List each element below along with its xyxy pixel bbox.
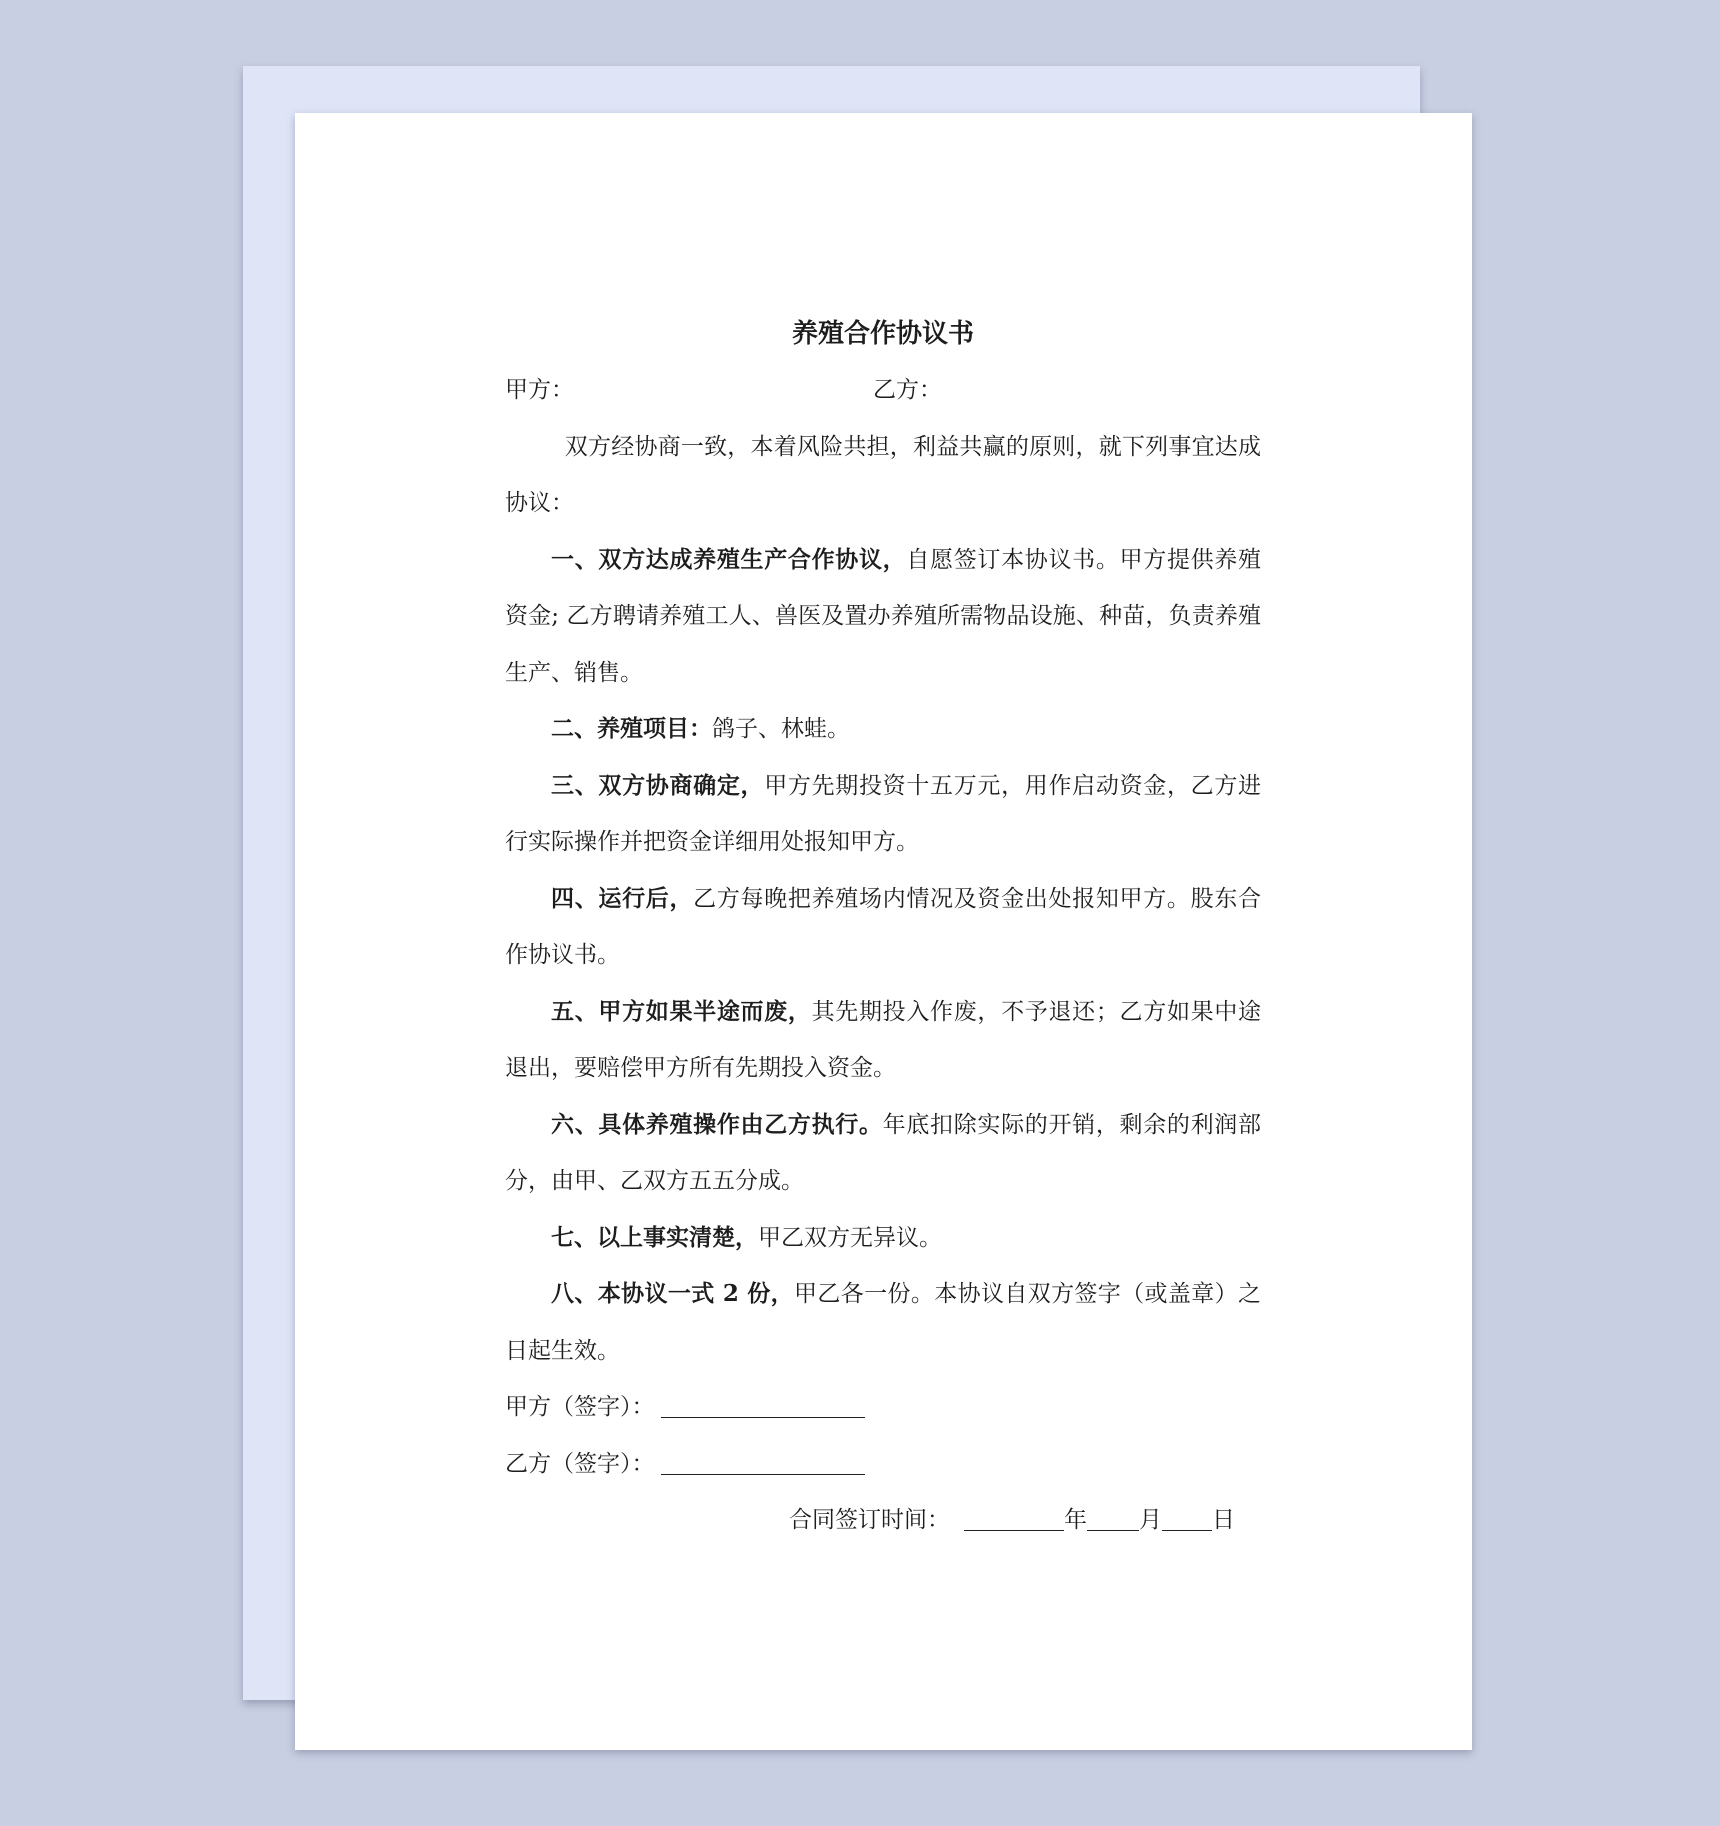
signing-date-row — [505, 1492, 1261, 1549]
clause-8 — [505, 1266, 1261, 1379]
clause-lead: 六、具体养殖操作由乙方执行。 — [551, 1110, 883, 1138]
agreement-document — [505, 306, 1261, 1549]
clause-lead: 二、养殖项目： — [551, 715, 712, 742]
clause-lead: 四、运行后， — [551, 884, 694, 912]
month-label: 月 — [1139, 1507, 1162, 1533]
day-blank — [1162, 1508, 1212, 1531]
clause-text: 乙方每晚把养殖场内情况及资金出处报知甲方。股东合作协议书。 — [505, 885, 1262, 968]
clause-lead: 一、双方达成养殖生产合作协议， — [551, 545, 907, 573]
party-b-label: 乙方： — [873, 377, 942, 403]
clause-lead: 八、本协议一式 2 份， — [551, 1280, 795, 1307]
clause-text: 自愿签订本协议书。甲方提供养殖资金; 乙方聘请养殖工人、兽医及置办养殖所需物品设施、种苗，负责养殖生产、销售。 — [505, 546, 1262, 686]
signature-line-a — [661, 1395, 865, 1418]
clause-1 — [505, 532, 1261, 702]
parties-row — [505, 362, 1261, 419]
document-title: 养殖合作协议书 — [791, 319, 974, 349]
clause-7 — [505, 1210, 1261, 1267]
signature-row-a — [505, 1379, 1261, 1436]
signature-line-b — [661, 1452, 865, 1475]
day-label: 日 — [1212, 1507, 1235, 1533]
clause-text: 甲乙各一份。本协议自双方签字（或盖章）之日起生效。 — [505, 1281, 1261, 1364]
year-blank — [964, 1508, 1064, 1531]
clause-4 — [505, 871, 1261, 984]
clause-text: 鸽子、林蛙。 — [712, 716, 850, 742]
month-blank — [1087, 1508, 1139, 1531]
date-label: 合同签订时间： — [789, 1507, 950, 1533]
clause-lead: 三、双方协商确定， — [551, 771, 765, 799]
sign-b-label: 乙方（签字）： — [505, 1450, 655, 1477]
clause-text: 甲乙双方无异议。 — [758, 1224, 942, 1251]
clause-6 — [505, 1097, 1261, 1210]
year-label: 年 — [1064, 1507, 1087, 1533]
intro-paragraph: 双方经协商一致，本着风险共担，利益共赢的原则，就下列事宜达成协议： — [505, 433, 1261, 516]
sign-a-label: 甲方（签字）： — [505, 1394, 655, 1420]
clause-lead: 五、甲方如果半途而废， — [551, 997, 812, 1025]
clause-2 — [505, 701, 1261, 758]
clause-text: 甲方先期投资十五万元，用作启动资金，乙方进行实际操作并把资金详细用处报知甲方。 — [505, 772, 1262, 855]
party-a-label: 甲方： — [505, 377, 574, 403]
clause-5 — [505, 984, 1261, 1097]
clause-3 — [505, 758, 1261, 871]
clause-text: 其先期投入作废，不予退还；乙方如果中途退出，要赔偿甲方所有先期投入资金。 — [505, 998, 1262, 1081]
signature-row-b — [505, 1436, 1261, 1493]
clause-text: 年底扣除实际的开销，剩余的利润部分，由甲、乙双方五五分成。 — [505, 1111, 1262, 1194]
clause-lead: 七、以上事实清楚， — [551, 1223, 758, 1251]
